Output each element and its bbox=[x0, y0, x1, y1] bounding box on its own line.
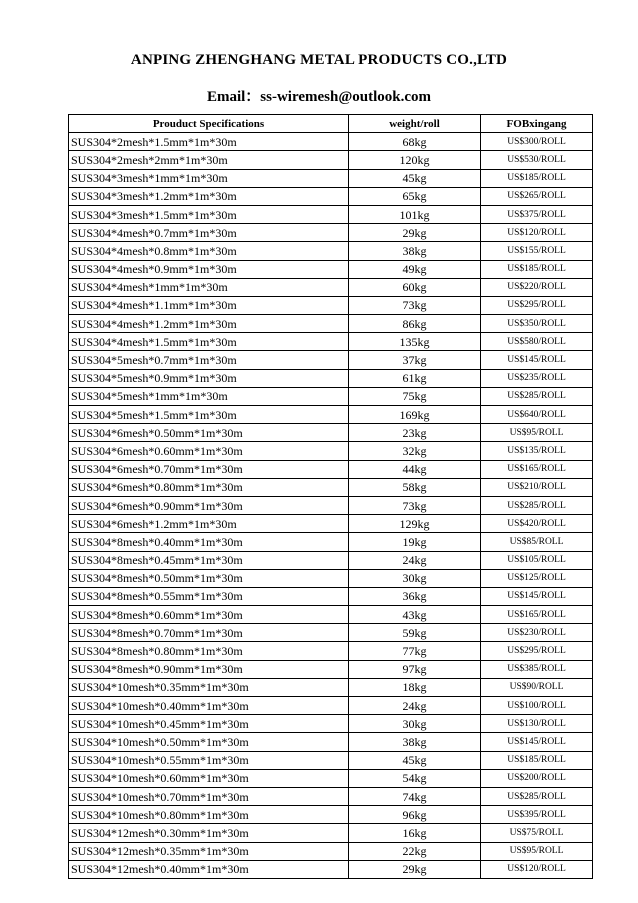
table-row bbox=[69, 169, 593, 187]
weight-cell: 24kg bbox=[349, 551, 481, 569]
price-cell: US$95/ROLL bbox=[481, 424, 593, 442]
header-weight: weight/roll bbox=[349, 115, 481, 133]
price-cell: US$145/ROLL bbox=[481, 351, 593, 369]
spec-cell: SUS304*10mesh*0.80mm*1m*30m bbox=[69, 806, 349, 824]
weight-cell: 19kg bbox=[349, 533, 481, 551]
price-cell: US$295/ROLL bbox=[481, 642, 593, 660]
weight-cell: 73kg bbox=[349, 296, 481, 314]
spec-cell: SUS304*12mesh*0.35mm*1m*30m bbox=[69, 842, 349, 860]
table-row bbox=[69, 533, 593, 551]
table-row bbox=[69, 642, 593, 660]
table-row bbox=[69, 424, 593, 442]
spec-cell: SUS304*10mesh*0.70mm*1m*30m bbox=[69, 787, 349, 805]
weight-cell: 169kg bbox=[349, 406, 481, 424]
price-cell: US$120/ROLL bbox=[481, 224, 593, 242]
price-cell: US$120/ROLL bbox=[481, 860, 593, 878]
weight-cell: 96kg bbox=[349, 806, 481, 824]
price-cell: US$185/ROLL bbox=[481, 169, 593, 187]
table-row bbox=[69, 697, 593, 715]
weight-cell: 73kg bbox=[349, 496, 481, 514]
spec-cell: SUS304*4mesh*1mm*1m*30m bbox=[69, 278, 349, 296]
weight-cell: 129kg bbox=[349, 515, 481, 533]
weight-cell: 101kg bbox=[349, 205, 481, 223]
table-row bbox=[69, 296, 593, 314]
spec-cell: SUS304*5mesh*0.7mm*1m*30m bbox=[69, 351, 349, 369]
price-cell: US$230/ROLL bbox=[481, 624, 593, 642]
spec-cell: SUS304*4mesh*0.9mm*1m*30m bbox=[69, 260, 349, 278]
weight-cell: 49kg bbox=[349, 260, 481, 278]
header-spec: Prouduct Specifications bbox=[69, 115, 349, 133]
table-row bbox=[69, 333, 593, 351]
table-header bbox=[69, 115, 593, 133]
weight-cell: 86kg bbox=[349, 315, 481, 333]
spec-cell: SUS304*4mesh*0.7mm*1m*30m bbox=[69, 224, 349, 242]
spec-cell: SUS304*3mesh*1.5mm*1m*30m bbox=[69, 205, 349, 223]
weight-cell: 77kg bbox=[349, 642, 481, 660]
table-row bbox=[69, 387, 593, 405]
table-row bbox=[69, 733, 593, 751]
table-row bbox=[69, 587, 593, 605]
weight-cell: 75kg bbox=[349, 387, 481, 405]
table-row bbox=[69, 660, 593, 678]
table-row bbox=[69, 260, 593, 278]
table-row bbox=[69, 224, 593, 242]
weight-cell: 24kg bbox=[349, 697, 481, 715]
price-cell: US$530/ROLL bbox=[481, 151, 593, 169]
table-row bbox=[69, 205, 593, 223]
weight-cell: 135kg bbox=[349, 333, 481, 351]
spec-cell: SUS304*2mesh*1.5mm*1m*30m bbox=[69, 133, 349, 151]
table-row bbox=[69, 624, 593, 642]
price-cell: US$85/ROLL bbox=[481, 533, 593, 551]
price-cell: US$385/ROLL bbox=[481, 660, 593, 678]
spec-cell: SUS304*8mesh*0.70mm*1m*30m bbox=[69, 624, 349, 642]
weight-cell: 54kg bbox=[349, 769, 481, 787]
price-cell: US$285/ROLL bbox=[481, 387, 593, 405]
weight-cell: 120kg bbox=[349, 151, 481, 169]
spec-cell: SUS304*6mesh*0.80mm*1m*30m bbox=[69, 478, 349, 496]
spec-cell: SUS304*3mesh*1.2mm*1m*30m bbox=[69, 187, 349, 205]
table-row bbox=[69, 315, 593, 333]
price-cell: US$185/ROLL bbox=[481, 260, 593, 278]
spec-cell: SUS304*4mesh*0.8mm*1m*30m bbox=[69, 242, 349, 260]
table-row bbox=[69, 824, 593, 842]
weight-cell: 18kg bbox=[349, 678, 481, 696]
price-cell: US$295/ROLL bbox=[481, 296, 593, 314]
spec-cell: SUS304*6mesh*0.90mm*1m*30m bbox=[69, 496, 349, 514]
price-cell: US$395/ROLL bbox=[481, 806, 593, 824]
table-row bbox=[69, 860, 593, 878]
spec-cell: SUS304*6mesh*0.60mm*1m*30m bbox=[69, 442, 349, 460]
spec-cell: SUS304*8mesh*0.60mm*1m*30m bbox=[69, 606, 349, 624]
table-row bbox=[69, 478, 593, 496]
weight-cell: 16kg bbox=[349, 824, 481, 842]
spec-cell: SUS304*8mesh*0.90mm*1m*30m bbox=[69, 660, 349, 678]
price-cell: US$235/ROLL bbox=[481, 369, 593, 387]
spec-cell: SUS304*10mesh*0.40mm*1m*30m bbox=[69, 697, 349, 715]
weight-cell: 68kg bbox=[349, 133, 481, 151]
table-row bbox=[69, 769, 593, 787]
price-cell: US$640/ROLL bbox=[481, 406, 593, 424]
price-cell: US$265/ROLL bbox=[481, 187, 593, 205]
spec-cell: SUS304*8mesh*0.45mm*1m*30m bbox=[69, 551, 349, 569]
spec-cell: SUS304*10mesh*0.35mm*1m*30m bbox=[69, 678, 349, 696]
header-price: FOBxingang bbox=[481, 115, 593, 133]
spec-cell: SUS304*10mesh*0.60mm*1m*30m bbox=[69, 769, 349, 787]
table-row bbox=[69, 242, 593, 260]
company-title: ANPING ZHENGHANG METAL PRODUCTS CO.,LTD bbox=[130, 52, 508, 68]
spec-cell: SUS304*8mesh*0.55mm*1m*30m bbox=[69, 587, 349, 605]
spec-cell: SUS304*8mesh*0.40mm*1m*30m bbox=[69, 533, 349, 551]
table-row bbox=[69, 842, 593, 860]
price-cell: US$145/ROLL bbox=[481, 587, 593, 605]
weight-cell: 97kg bbox=[349, 660, 481, 678]
price-cell: US$375/ROLL bbox=[481, 205, 593, 223]
table-row bbox=[69, 806, 593, 824]
spec-cell: SUS304*10mesh*0.55mm*1m*30m bbox=[69, 751, 349, 769]
spec-cell: SUS304*5mesh*0.9mm*1m*30m bbox=[69, 369, 349, 387]
weight-cell: 60kg bbox=[349, 278, 481, 296]
spec-cell: SUS304*4mesh*1.2mm*1m*30m bbox=[69, 315, 349, 333]
price-cell: US$95/ROLL bbox=[481, 842, 593, 860]
weight-cell: 43kg bbox=[349, 606, 481, 624]
weight-cell: 29kg bbox=[349, 224, 481, 242]
weight-cell: 30kg bbox=[349, 715, 481, 733]
table-body bbox=[69, 133, 593, 879]
table-row bbox=[69, 133, 593, 151]
table-row bbox=[69, 278, 593, 296]
price-cell: US$145/ROLL bbox=[481, 733, 593, 751]
weight-cell: 23kg bbox=[349, 424, 481, 442]
price-cell: US$155/ROLL bbox=[481, 242, 593, 260]
price-cell: US$75/ROLL bbox=[481, 824, 593, 842]
price-cell: US$165/ROLL bbox=[481, 606, 593, 624]
table-header-row bbox=[69, 115, 593, 133]
price-cell: US$165/ROLL bbox=[481, 460, 593, 478]
spec-cell: SUS304*6mesh*1.2mm*1m*30m bbox=[69, 515, 349, 533]
price-cell: US$90/ROLL bbox=[481, 678, 593, 696]
spec-cell: SUS304*8mesh*0.80mm*1m*30m bbox=[69, 642, 349, 660]
price-cell: US$210/ROLL bbox=[481, 478, 593, 496]
weight-cell: 38kg bbox=[349, 733, 481, 751]
spec-cell: SUS304*6mesh*0.50mm*1m*30m bbox=[69, 424, 349, 442]
price-cell: US$200/ROLL bbox=[481, 769, 593, 787]
weight-cell: 45kg bbox=[349, 169, 481, 187]
table-row bbox=[69, 606, 593, 624]
price-cell: US$105/ROLL bbox=[481, 551, 593, 569]
weight-cell: 74kg bbox=[349, 787, 481, 805]
table-row bbox=[69, 678, 593, 696]
price-cell: US$285/ROLL bbox=[481, 787, 593, 805]
weight-cell: 61kg bbox=[349, 369, 481, 387]
weight-cell: 32kg bbox=[349, 442, 481, 460]
price-cell: US$300/ROLL bbox=[481, 133, 593, 151]
table-row bbox=[69, 751, 593, 769]
spec-cell: SUS304*12mesh*0.40mm*1m*30m bbox=[69, 860, 349, 878]
price-cell: US$420/ROLL bbox=[481, 515, 593, 533]
table-row bbox=[69, 151, 593, 169]
weight-cell: 36kg bbox=[349, 587, 481, 605]
table-row bbox=[69, 496, 593, 514]
spec-cell: SUS304*10mesh*0.50mm*1m*30m bbox=[69, 733, 349, 751]
price-cell: US$220/ROLL bbox=[481, 278, 593, 296]
weight-cell: 22kg bbox=[349, 842, 481, 860]
spec-cell: SUS304*5mesh*1.5mm*1m*30m bbox=[69, 406, 349, 424]
spec-cell: SUS304*8mesh*0.50mm*1m*30m bbox=[69, 569, 349, 587]
table-row bbox=[69, 406, 593, 424]
table-row bbox=[69, 442, 593, 460]
table-row bbox=[69, 460, 593, 478]
weight-cell: 38kg bbox=[349, 242, 481, 260]
price-cell: US$135/ROLL bbox=[481, 442, 593, 460]
spec-cell: SUS304*5mesh*1mm*1m*30m bbox=[69, 387, 349, 405]
price-cell: US$580/ROLL bbox=[481, 333, 593, 351]
spec-cell: SUS304*10mesh*0.45mm*1m*30m bbox=[69, 715, 349, 733]
spec-cell: SUS304*2mesh*2mm*1m*30m bbox=[69, 151, 349, 169]
price-cell: US$285/ROLL bbox=[481, 496, 593, 514]
contact-email: Email：ss-wiremesh@outlook.com bbox=[206, 89, 432, 105]
table-row bbox=[69, 787, 593, 805]
spec-cell: SUS304*6mesh*0.70mm*1m*30m bbox=[69, 460, 349, 478]
spec-cell: SUS304*4mesh*1.1mm*1m*30m bbox=[69, 296, 349, 314]
table-row bbox=[69, 515, 593, 533]
spec-cell: SUS304*12mesh*0.30mm*1m*30m bbox=[69, 824, 349, 842]
table-row bbox=[69, 551, 593, 569]
price-cell: US$100/ROLL bbox=[481, 697, 593, 715]
weight-cell: 59kg bbox=[349, 624, 481, 642]
weight-cell: 65kg bbox=[349, 187, 481, 205]
table-row bbox=[69, 569, 593, 587]
price-cell: US$130/ROLL bbox=[481, 715, 593, 733]
weight-cell: 29kg bbox=[349, 860, 481, 878]
weight-cell: 37kg bbox=[349, 351, 481, 369]
table-row bbox=[69, 369, 593, 387]
table-row bbox=[69, 715, 593, 733]
price-table bbox=[68, 114, 593, 879]
weight-cell: 58kg bbox=[349, 478, 481, 496]
price-cell: US$185/ROLL bbox=[481, 751, 593, 769]
price-cell: US$350/ROLL bbox=[481, 315, 593, 333]
weight-cell: 30kg bbox=[349, 569, 481, 587]
spec-cell: SUS304*4mesh*1.5mm*1m*30m bbox=[69, 333, 349, 351]
price-cell: US$125/ROLL bbox=[481, 569, 593, 587]
spec-cell: SUS304*3mesh*1mm*1m*30m bbox=[69, 169, 349, 187]
table-row bbox=[69, 351, 593, 369]
weight-cell: 44kg bbox=[349, 460, 481, 478]
table-row bbox=[69, 187, 593, 205]
weight-cell: 45kg bbox=[349, 751, 481, 769]
